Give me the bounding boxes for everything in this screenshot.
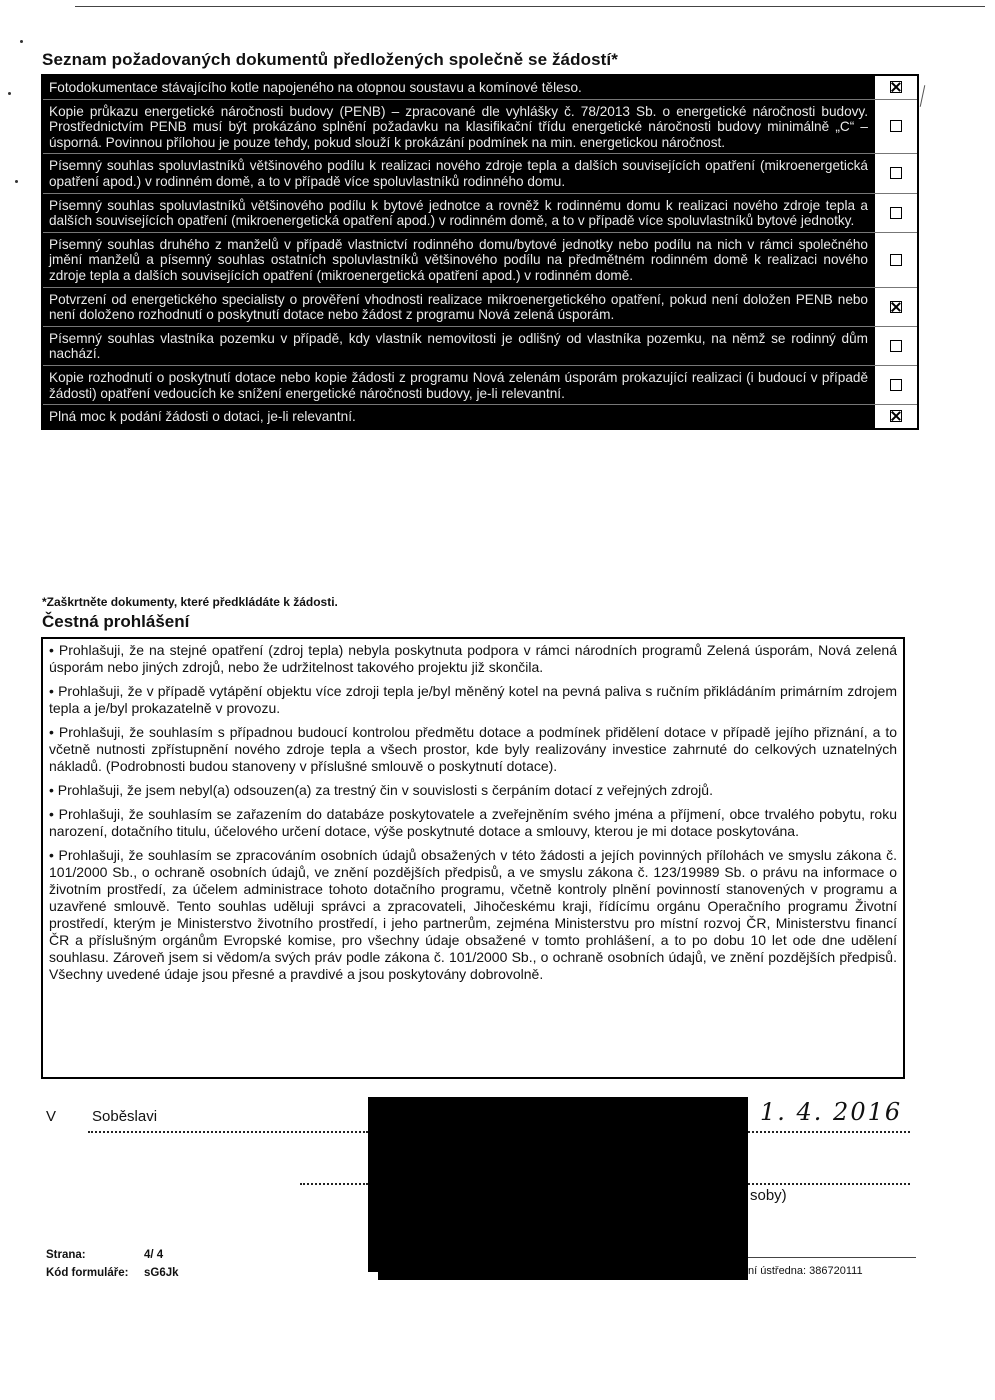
document-text: Písemný souhlas druhého z manželů v případě vlastnictví rodinného domu/bytové jednotky nebo podílu na nich v rámci společného jmění manželů a písemný souhlas ostatních spoluvlastníků většinového podílu na předmětném rodinném domě k realizaci nového zdroje tepla a dalších souvisejících opatření (mikroenergetická opatření apod.) v rodinném domě.	[49, 236, 868, 283]
unchecked-checkbox[interactable]	[890, 167, 902, 179]
declaration-item: • Prohlašuji, že souhlasím se zpracováním osobních údajů obsažených v této žádosti a jejích povinných přílohách ve smyslu zákona č. 101/2000 Sb., o ochraně osobních údajů, ve znění pozdějších předpisů, a ve smyslu zákona č. 123/19989 Sb. o právu na informace o životním prostředí, za účelem administrace tohoto dotačního programu, včetně kontroly plnění povinností stanovených v programu a uzavřené smlouvě. Tento souhlas uděluji správci a zpracovateli, Jihočeskému kraji, řídícímu orgánu Operačního programu Životní prostředí, kterým je Ministerstvo životního prostředí, i jeho partnerům, zejména Ministerstvu pro místní rozvoj ČR, Ministerstvu financí ČR a příslušným orgánům Evropské komise, pro všechny údaje obsažené v tomto prohlášení, a to po dobu 10 let ode dne udělení souhlasu. Zároveň jsem si vědom/a svých práv podle zákona č. 101/2000 Sb., o ochraně osobních údajů, ve znění pozdějších předpisů. Všechny uvedené údaje jsou přesné a pravdivé a jsou poskytovány dobrovolně.	[49, 847, 897, 982]
document-checkbox-cell	[874, 194, 917, 232]
place-prefix: V	[46, 1108, 57, 1125]
document-checkbox-cell	[874, 288, 917, 326]
document-row	[43, 76, 917, 100]
page-value: 4/ 4	[144, 1249, 164, 1261]
place-name: Soběslavi	[92, 1108, 158, 1125]
document-row	[43, 154, 917, 193]
document-text: Potvrzení od energetického specialisty o prověření vhodnosti realizace mikroenergetického opatření, pokud není doložen PENB nebo není doloženo rozhodnutí o poskytnutí dotace nebo žádost z programu Nová zelená úsporám.	[49, 291, 868, 323]
document-row	[43, 100, 917, 155]
footer-contact: ní ústředna: 386720111	[748, 1265, 863, 1277]
declaration-item: • Prohlašuji, že v případě vytápění objektu více zdroji tepla je/byl měněný kotel na pevná paliva s ručním přikládáním primárním zdrojem tepla a je/byl prokazatelně v provozu.	[49, 683, 897, 716]
redaction-block	[368, 1097, 748, 1272]
documents-table	[41, 74, 919, 430]
handwritten-date: 1. 4. 2016	[760, 1098, 903, 1126]
form-code-value: sG6Jk	[144, 1267, 179, 1279]
checked-checkbox[interactable]	[890, 410, 902, 422]
document-row	[43, 194, 917, 233]
document-row	[43, 288, 917, 327]
scan-mark	[920, 85, 926, 107]
signature-caption: soby)	[750, 1187, 787, 1204]
redaction-block	[378, 1262, 748, 1280]
documents-footnote: *Zaškrtněte dokumenty, které předkládáte k žádosti.	[42, 595, 338, 609]
document-checkbox-cell	[874, 233, 917, 287]
document-row	[43, 405, 917, 428]
document-row	[43, 366, 917, 405]
unchecked-checkbox[interactable]	[890, 120, 902, 132]
document-text: Písemný souhlas spoluvlastníků většinového podílu k bytové jednotce a rovněž k rodinnému domu k realizaci nového zdroje tepla a dalších souvisejících opatření (mikroenergetická opatření apod.) v rodinném domě, a to v případě více spoluvlastníků bytové jednotky.	[49, 197, 868, 229]
checked-checkbox[interactable]	[890, 301, 902, 313]
document-checkbox-cell	[874, 154, 917, 192]
unchecked-checkbox[interactable]	[890, 340, 902, 352]
declaration-item: • Prohlašuji, že na stejné opatření (zdroj tepla) nebyla poskytnuta podpora v rámci národních programů Zelená úsporám, Nová zelená úsporám nebo jiných zdrojů, nebo že udržitelnost takového projektu již skončila.	[49, 642, 897, 675]
declaration-item: • Prohlašuji, že souhlasím s případnou budoucí kontrolou předmětu dotace a podmínek přidělení dotace v případě jejího přiznání, a to včetně nutnosti zpřístupnění nového zdroje tepla a všech prostor, kde byly realizovány investice zahrnuté do celkových uznatelných nákladů. (Podrobnosti budou stanoveny v příslušné smlouvě o poskytnutí dotace).	[49, 724, 897, 774]
scan-speck	[8, 92, 11, 95]
document-checkbox-cell	[874, 327, 917, 365]
document-checkbox-cell	[874, 405, 917, 428]
document-checkbox-cell	[874, 100, 917, 154]
signature-dotted-line	[748, 1183, 910, 1185]
document-text: Fotodokumentace stávajícího kotle napojeného na otopnou soustavu a komínové těleso.	[49, 80, 582, 95]
form-code-label: Kód formuláře:	[46, 1267, 129, 1279]
declaration-item: • Prohlašuji, že souhlasím se zařazením do databáze poskytovatele a zveřejněním svého jména a příjmení, obce trvalého pobytu, roku narození, dotačního titulu, účelového určení dotace, výše poskytnuté dotace a smlouvy, kterou je mi dotace poskytována.	[49, 806, 897, 839]
documents-title: Seznam požadovaných dokumentů předložených společně se žádostí*	[42, 50, 618, 69]
document-checkbox-cell	[874, 366, 917, 404]
footer-rule	[748, 1257, 916, 1258]
declarations-title: Čestná prohlášení	[42, 612, 190, 631]
unchecked-checkbox[interactable]	[890, 207, 902, 219]
checked-checkbox[interactable]	[890, 81, 902, 93]
page-label: Strana:	[46, 1249, 86, 1261]
scan-edge-line	[75, 6, 985, 7]
document-text: Písemný souhlas vlastníka pozemku v případě, kdy vlastník nemovitosti je odlišný od vlastníka pozemku, na němž se rodinný dům nachází.	[49, 330, 868, 362]
document-text: Kopie rozhodnutí o poskytnutí dotace nebo kopie žádosti z programu Nová zelenám úsporám prokazující realizaci (i budoucí v případě žádosti) opatření vedoucích ke snížení energetické náročnosti budovy, je-li relevantní.	[49, 369, 868, 401]
document-text: Kopie průkazu energetické náročnosti budovy (PENB) – zpracované dle vyhlášky č. 78/2013 Sb. o energetické náročnosti budovy. Prostřednictvím PENB musí být prokázáno splnění požadavku na klasifikační třídu energetické náročnosti budovy minimálně „C“ – úsporná. Povinnou přílohou je pouze tehdy, pokud slouží k prokázání podmínek na min. energetickou náročnost.	[49, 103, 868, 150]
document-row	[43, 327, 917, 366]
document-row	[43, 233, 917, 288]
unchecked-checkbox[interactable]	[890, 379, 902, 391]
declarations-box	[41, 637, 905, 1079]
document-checkbox-cell	[874, 76, 917, 99]
document-text: Plná moc k podání žádosti o dotaci, je-li relevantní.	[49, 409, 356, 425]
unchecked-checkbox[interactable]	[890, 254, 902, 266]
place-dotted-line	[88, 1131, 368, 1133]
scan-speck	[15, 180, 18, 183]
scan-speck	[20, 40, 23, 43]
declaration-item: • Prohlašuji, že jsem nebyl(a) odsouzen(a) za trestný čin v souvislosti s čerpáním dotací z veřejných zdrojů.	[49, 782, 713, 798]
signature-dotted-line	[300, 1183, 368, 1185]
date-dotted-line	[748, 1131, 910, 1133]
document-text: Písemný souhlas spoluvlastníků většinového podílu k realizaci nového zdroje tepla a dalších souvisejících opatření (mikroenergetická opatření apod.) v rodinném domě, a to v případě více spoluvlastníků rodinného domu.	[49, 158, 868, 189]
